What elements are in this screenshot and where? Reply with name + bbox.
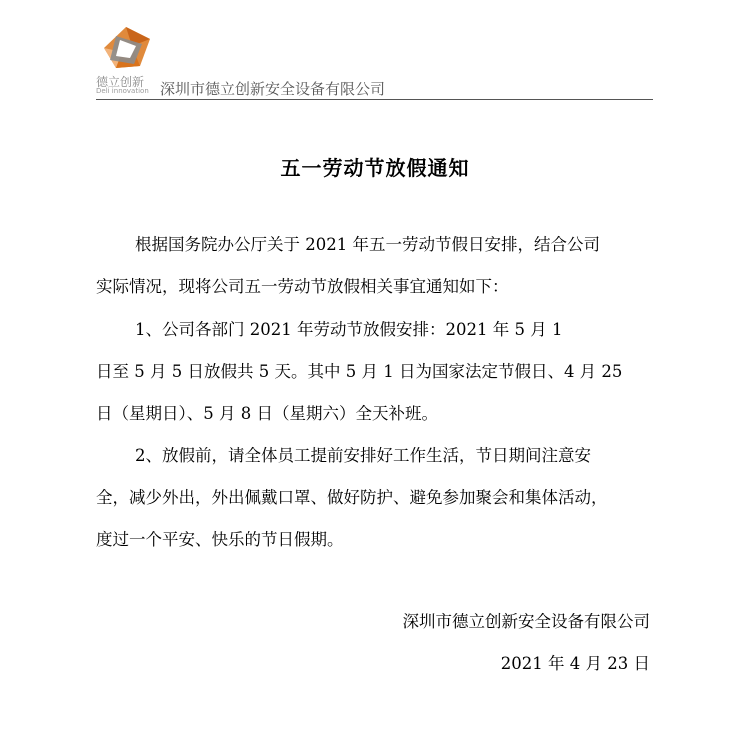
header-divider <box>96 99 653 100</box>
body-line: 2、放假前，请全体员工提前安排好工作生活，节日期间注意安 <box>135 446 591 465</box>
signature-company: 深圳市德立创新安全设备有限公司 <box>402 612 650 631</box>
logo-chinese-name: 德立创新 <box>96 75 145 89</box>
notice-title: 五一劳动节放假通知 <box>280 156 470 180</box>
header-company-name: 深圳市德立创新安全设备有限公司 <box>160 80 386 98</box>
body-line: 1、公司各部门 2021 年劳动节放假安排：2021 年 5 月 1 <box>135 320 563 339</box>
body-line: 全，减少外出，外出佩戴口罩、做好防护、避免参加聚会和集体活动， <box>96 488 608 507</box>
body-line: 日至 5 月 5 日放假共 5 天。其中 5 月 1 日为国家法定节假日、4 月 25 <box>96 362 623 381</box>
body-line: 根据国务院办公厅关于 2021 年五一劳动节假日安排，结合公司 <box>135 235 600 254</box>
body-line: 实际情况，现将公司五一劳动节放假相关事宜通知如下： <box>96 277 509 296</box>
logo-english-name: Deli innovation <box>96 87 149 95</box>
body-line: 日（星期日）、5 月 8 日（星期六）全天补班。 <box>96 404 438 423</box>
body-line: 度过一个平安、快乐的节日假期。 <box>96 530 344 549</box>
company-logo <box>96 24 156 100</box>
logo-mark-icon <box>96 24 156 72</box>
signature-date: 2021 年 4 月 23 日 <box>500 654 650 673</box>
